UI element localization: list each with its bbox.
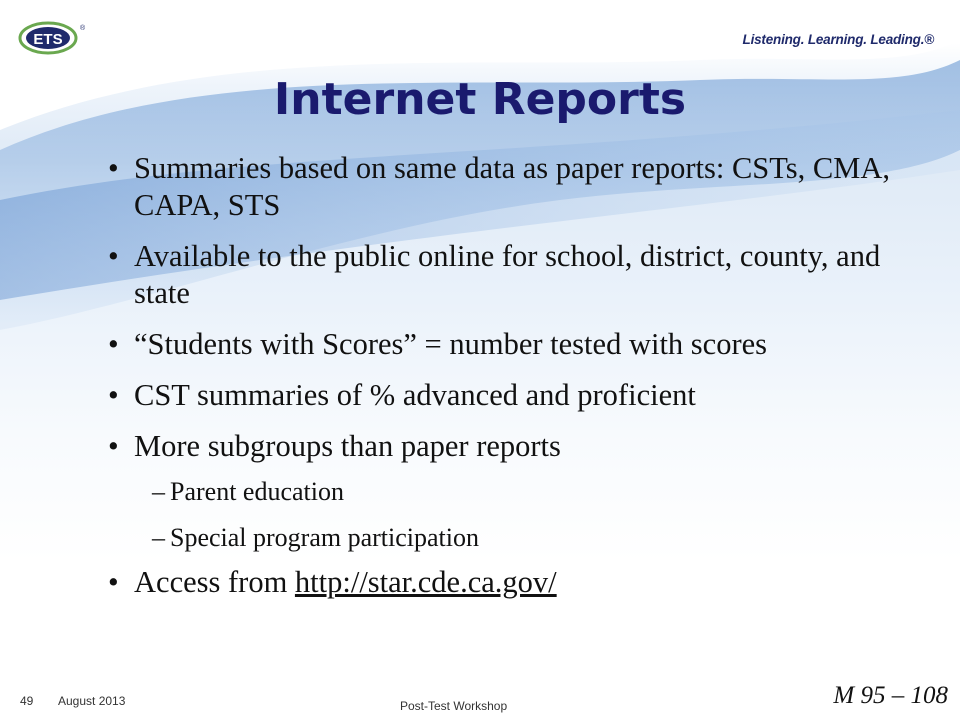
bullet-item: • Access from http://star.cde.ca.gov/ <box>108 565 557 599</box>
bullet-dot-icon: • <box>108 327 119 361</box>
dash-icon: – <box>152 477 165 506</box>
bullet-item: • “Students with Scores” = number tested with scores <box>108 327 768 361</box>
bullet-dot-icon: • <box>108 565 119 599</box>
svg-text:ETS: ETS <box>33 31 63 48</box>
dash-icon: – <box>152 523 165 552</box>
bullet-dot-icon: • <box>108 151 119 185</box>
bullet-dot-icon: • <box>108 239 119 273</box>
slide-title: Internet Reports <box>273 74 687 125</box>
sub-bullet-item: – Special program participation <box>152 523 480 552</box>
bullet-item: • Summaries based on same data as paper reports: CSTs, CMA, CAPA, STS <box>108 151 890 222</box>
tagline: Listening. Learning. Leading.® <box>742 32 934 47</box>
footer-date: August 2013 <box>58 694 126 708</box>
footer-title: Post-Test Workshop <box>400 699 508 713</box>
bullet-item: • Available to the public online for school, district, county, and state <box>108 239 881 310</box>
ets-logo <box>14 16 94 56</box>
manual-reference: M 95 – 108 <box>833 682 948 709</box>
bullet-dot-icon: • <box>108 378 119 412</box>
bullet-dot-icon: • <box>108 429 119 463</box>
page-number: 49 <box>20 694 34 708</box>
bullet-item: • CST summaries of % advanced and proficient <box>108 378 696 412</box>
bullet-item: • More subgroups than paper reports <box>108 429 561 463</box>
star-website-link[interactable]: http://star.cde.ca.gov/ <box>294 565 557 599</box>
bullet-list <box>108 150 908 615</box>
sub-bullet-item: – Parent education <box>152 477 344 506</box>
svg-text:®: ® <box>80 25 86 32</box>
